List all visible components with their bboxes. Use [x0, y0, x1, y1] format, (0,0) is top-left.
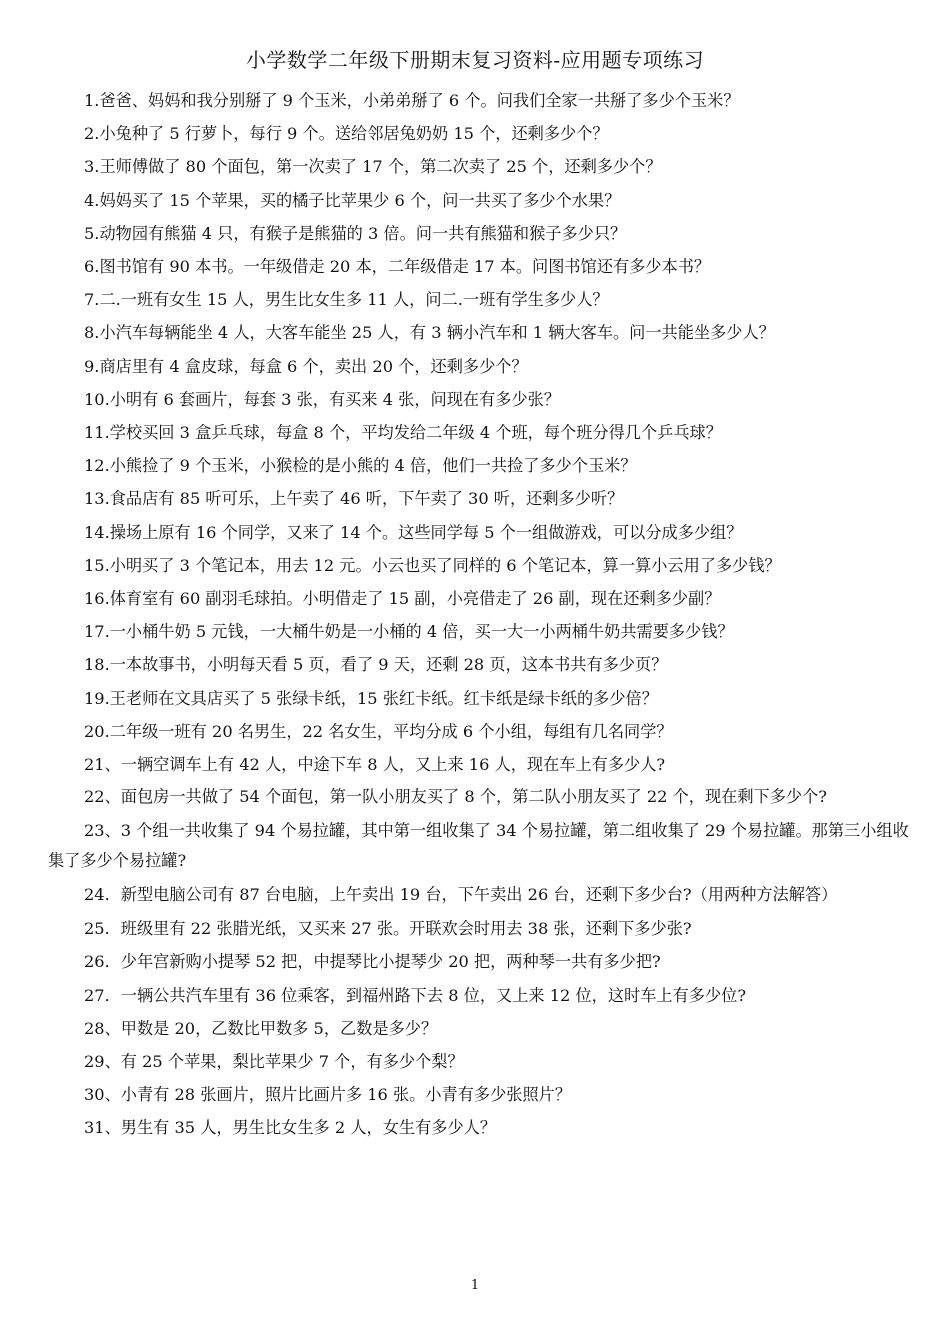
question-item: 6.图书馆有 90 本书。一年级借走 20 本，二年级借走 17 本。问图书馆还有多少本书？	[84, 257, 711, 277]
question-item: 27．一辆公共汽车里有 36 位乘客，到福州路下去 8 位，又上来 12 位，这时车上有多少位?	[84, 985, 747, 1005]
question-item: 19.王老师在文具店买了 5 张绿卡纸，15 张红卡纸。红卡纸是绿卡纸的多少倍？	[84, 688, 658, 708]
question-item: 4.妈妈买了 15 个苹果，买的橘子比苹果少 6 个，问一共买了多少个水果？	[84, 190, 621, 210]
question-item: 29、有 25 个苹果，梨比苹果少 7 个，有多少个梨？	[84, 1052, 464, 1072]
question-item: 26．少年宫新购小提琴 52 把，中提琴比小提琴少 20 把，两种琴一共有多少把?	[84, 952, 661, 972]
question-item: 17.一小桶牛奶 5 元钱，一大桶牛奶是一小桶的 4 倍，买一大一小两桶牛奶共需要多少钱？	[84, 622, 734, 642]
question-item: 25．班级里有 22 张腊光纸，又买来 27 张。开联欢会时用去 38 张，还剩下多少张?	[84, 919, 692, 939]
page-number: 1	[470, 1278, 480, 1293]
question-item: 31、男生有 35 人，男生比女生多 2 人，女生有多少人？	[84, 1118, 497, 1138]
question-item: 15.小明买了 3 个笔记本，用去 12 元。小云也买了同样的 6 个笔记本，算一算小云用了多少钱？	[84, 555, 781, 575]
question-item: 22、面包房一共做了 54 个面包，第一队小朋友买了 8 个，第二队小朋友买了 22 个，现在剩下多少个?	[84, 787, 827, 807]
question-item: 16.体育室有 60 副羽毛球拍。小明借走了 15 副，小亮借走了 26 副，现在还剩多少副？	[84, 589, 721, 609]
question-list	[48, 84, 910, 1145]
question-item: 11.学校买回 3 盒乒乓球，每盒 8 个，平均发给二年级 4 个班，每个班分得几个乒乓球？	[84, 423, 722, 443]
question-item: 8.小汽车每辆能坐 4 人，大客车能坐 25 人，有 3 辆小汽车和 1 辆大客车。问一共能坐多少人？	[84, 323, 775, 343]
question-item: 1.爸爸、妈妈和我分别掰了 9 个玉米，小弟弟掰了 6 个。问我们全家一共掰了多少个玉米？	[84, 91, 740, 110]
question-item: 13.食品店有 85 听可乐，上午卖了 46 听，下午卖了 30 听，还剩多少听？	[84, 489, 624, 509]
question-item: 21、一辆空调车上有 42 人，中途下车 8 人，又上来 16 人，现在车上有多少人?	[84, 755, 666, 775]
question-item: 3.王师傅做了 80 个面包，第一次卖了 17 个，第二次卖了 25 个，还剩多少个？	[84, 157, 662, 177]
question-item: 14.操场上原有 16 个同学，又来了 14 个。这些同学每 5 个一组做游戏，可以分成多少组？	[84, 522, 743, 542]
question-item: 9.商店里有 4 盒皮球，每盒 6 个，卖出 20 个，还剩多少个？	[84, 356, 528, 376]
question-item: 20.二年级一班有 20 名男生，22 名女生，平均分成 6 个小组，每组有几名同学？	[84, 721, 673, 741]
question-item: 10.小明有 6 套画片，每套 3 张，有买来 4 张，问现在有多少张？	[84, 389, 561, 409]
question-item: 12.小熊捡了 9 个玉米，小猴检的是小熊的 4 倍，他们一共捡了多少个玉米？	[84, 456, 637, 476]
question-item: 30、小青有 28 张画片，照片比画片多 16 张。小青有多少张照片？	[84, 1085, 572, 1105]
question-item: 18.一本故事书，小明每天看 5 页，看了 9 天，还剩 28 页，这本书共有多少页？	[84, 655, 668, 675]
question-item: 24．新型电脑公司有 87 台电脑，上午卖出 19 台，下午卖出 26 台，还剩下多少台?（用两种方法解答）	[84, 884, 838, 904]
question-item: 5.动物园有熊猫 4 只，有猴子是熊猫的 3 倍。问一共有熊猫和猴子多少只？	[84, 223, 627, 243]
question-item: 28、甲数是 20，乙数比甲数多 5，乙数是多少？	[84, 1018, 438, 1038]
question-item: 2.小兔种了 5 行萝卜，每行 9 个。送给邻居兔奶奶 15 个，还剩多少个？	[84, 124, 609, 144]
question-item: 23、3 个组一共收集了 94 个易拉罐，其中第一组收集了 34 个易拉罐，第二组收集了 29 个易拉罐。那第三小组收集了多少个易拉罐?	[48, 820, 909, 871]
question-item: 7.二.一班有女生 15 人，男生比女生多 11 人，问二.一班有学生多少人？	[84, 290, 609, 310]
document-title: 小学数学二年级下册期末复习资料-应用题专项练习	[245, 48, 705, 72]
